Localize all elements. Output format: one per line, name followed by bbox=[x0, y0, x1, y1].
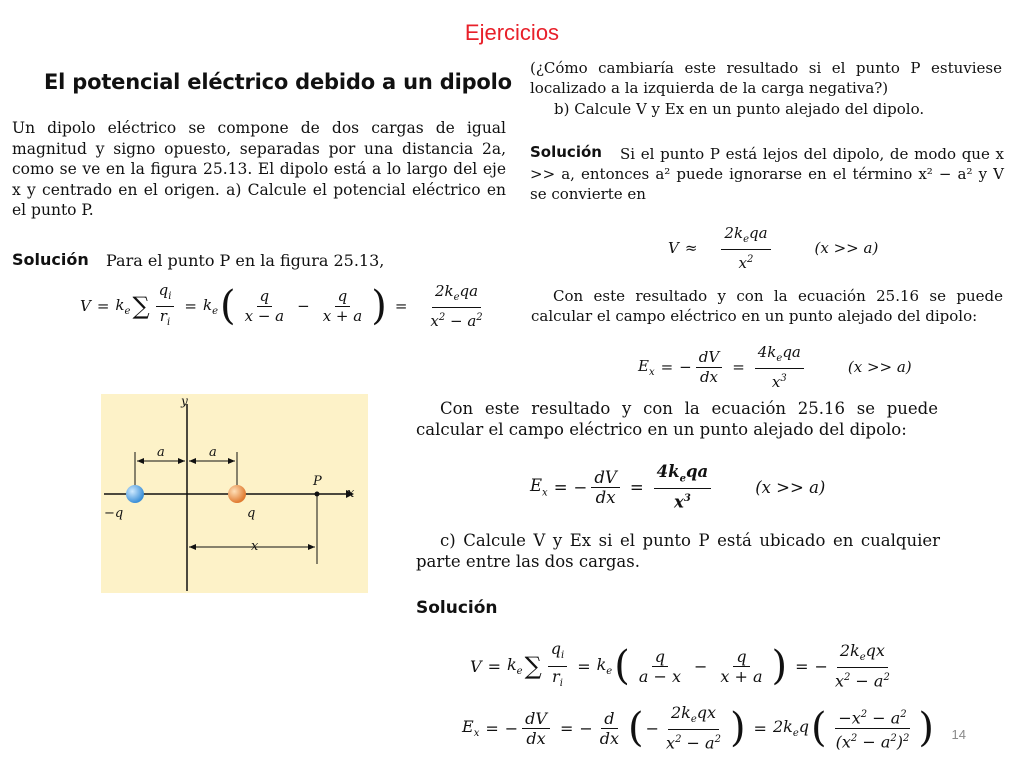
solution-label-a: Solución bbox=[12, 250, 89, 269]
equation-far-potential: V ≈ $\frac{2k_eqa}{x^2}$ (x >> a) bbox=[668, 223, 879, 272]
distance-a-right: a bbox=[209, 445, 217, 460]
problem-statement: Un dipolo eléctrico se compone de dos cargas de igual magnitud y signo opuesto, separadas por una distancia 2a, como se ve en la figura 25.13. El dipolo está a lo largo del eje x y centrado en el origen. a) Calcule el potencial eléctrico en el punto P. bbox=[12, 119, 506, 219]
condition-field-top: (x >> a) bbox=[847, 358, 912, 376]
equation-far-field-top: $E_x$ = − $\frac{dV}{dx}$ = $\frac{4k_eqa}{x^3}$ (x >> a) bbox=[638, 342, 912, 391]
equation-far-field-mid: $E_x$ = − $\frac{dV}{dx}$ = $\frac{4k_eqa}{x^3}$ (x >> a) bbox=[530, 462, 826, 512]
followup-mid: Con este resultado y con la ecuación 25.16 se puede calcular el campo eléctrico en un punto alejado del dipolo: bbox=[416, 399, 938, 439]
equation-potential-dipole: V = $k_e$ ∑ $\frac{q_i}{r_i}$ = $k_e$ ( $\frac{q}{x - a}$ − $\frac{q}{x + a}$ ) = $\frac{2k_eqa}{x^2 - a^2}$ bbox=[80, 280, 483, 330]
dipole-figure-svg bbox=[101, 394, 368, 593]
equation-field-between: $E_x$ = − $\frac{dV}{dx}$ = − $\frac{d}{dx}$ ( − $\frac{2k_eqx}{x^2 - a^2}$ ) = $2k_eq$ ( $\frac{-x^2 - a^2}{(x^2 - a^2)^2}$ ) bbox=[462, 703, 934, 753]
solution-b-text: Si el punto P está lejos del dipolo, de modo que x >> a, entonces a² puede ignorarse en el término x² − a² y V se convierte en bbox=[530, 145, 1004, 203]
distance-x-label: x bbox=[251, 539, 259, 554]
part-a-followup: (¿Cómo cambiaría este resultado si el punto P estuviese localizado a la izquierda de la carga negativa?) bbox=[530, 59, 1002, 97]
negative-charge bbox=[126, 485, 144, 503]
axis-x-label: x bbox=[347, 486, 355, 501]
solution-label-b: Solución bbox=[530, 143, 602, 161]
point-p-label: P bbox=[313, 474, 322, 489]
positive-charge-label: q bbox=[247, 506, 256, 521]
positive-charge bbox=[228, 485, 246, 503]
followup-top: Con este resultado y con la ecuación 25.16 se puede calcular el campo eléctrico en un punto alejado del dipolo: bbox=[531, 287, 1003, 325]
condition-field-mid: (x >> a) bbox=[755, 477, 826, 497]
dipole-figure bbox=[101, 394, 368, 593]
distance-a-left: a bbox=[157, 445, 165, 460]
axis-y-label: y bbox=[181, 394, 188, 408]
solution-intro: Para el punto P en la figura 25.13, bbox=[106, 251, 385, 270]
part-c-question: c) Calcule V y Ex si el punto P está ubicado en cualquier parte entre las dos cargas. bbox=[416, 531, 940, 571]
condition-far: (x >> a) bbox=[814, 239, 879, 257]
equation-potential-between: V = $k_e$ ∑ $\frac{q_i}{r_i}$ = $k_e$ ( $\frac{q}{a - x}$ − $\frac{q}{x + a}$ ) = − $\frac{2k_eqx}{x^2 - a^2}$ bbox=[470, 639, 890, 691]
part-b-question: b) Calcule V y Ex en un punto alejado del dipolo. bbox=[554, 100, 925, 118]
section-heading: El potencial eléctrico debido a un dipolo bbox=[44, 70, 512, 94]
page-number: 14 bbox=[951, 727, 966, 742]
slide-title: Ejercicios bbox=[464, 20, 560, 45]
solution-label-c: Solución bbox=[416, 598, 498, 618]
negative-charge-label: −q bbox=[104, 506, 124, 521]
